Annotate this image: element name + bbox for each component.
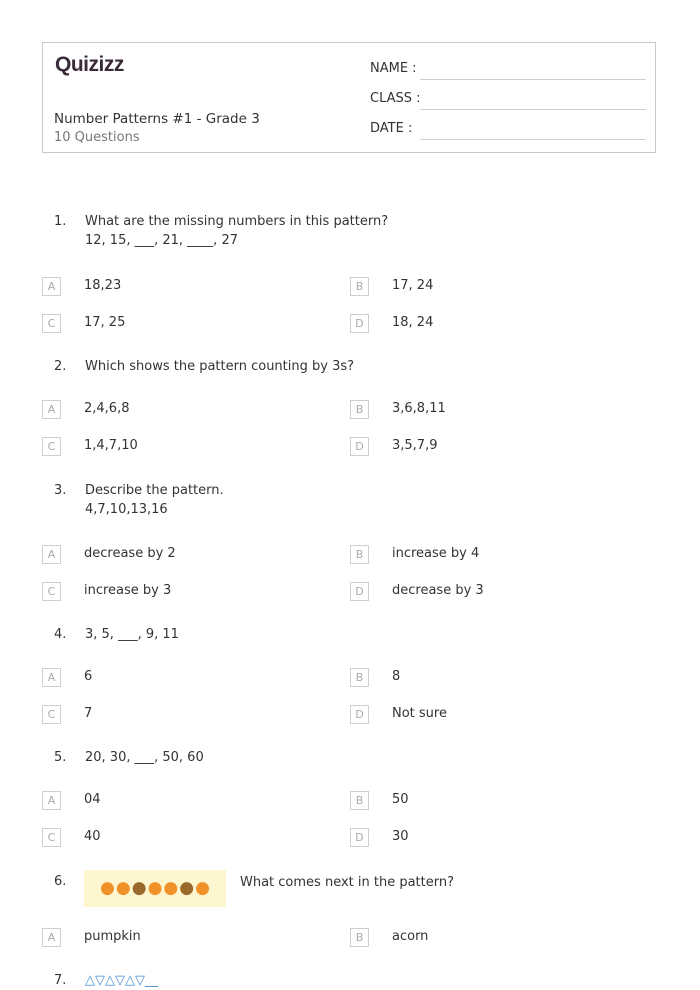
option-text: 6	[84, 669, 93, 684]
quizizz-logo: Quizizz	[55, 53, 124, 76]
question-number: 1.	[54, 214, 67, 229]
option-text: 3,5,7,9	[392, 438, 438, 453]
name-field[interactable]	[370, 61, 646, 81]
option-letter: B	[350, 668, 369, 687]
option-letter: C	[42, 314, 61, 333]
option-text: Not sure	[392, 706, 447, 721]
option-letter: A	[42, 928, 61, 947]
option-letter: D	[350, 582, 369, 601]
option-text: 2,4,6,8	[84, 401, 130, 416]
pumpkin-icon: ●	[115, 878, 131, 898]
date-line	[420, 139, 646, 140]
option-letter: C	[42, 828, 61, 847]
option-letter: B	[350, 545, 369, 564]
option-text: decrease by 2	[84, 546, 176, 561]
question-number: 2.	[54, 359, 67, 374]
option-text: increase by 4	[392, 546, 480, 561]
option-text: 8	[392, 669, 401, 684]
option-letter: D	[350, 437, 369, 456]
option-text: 1,4,7,10	[84, 438, 138, 453]
pumpkin-acorn-pattern-image	[84, 870, 226, 907]
option-letter: D	[350, 314, 369, 333]
question-text: 3, 5, ___, 9, 11	[85, 627, 179, 642]
option-letter: A	[42, 791, 61, 810]
name-line	[420, 79, 646, 80]
acorn-icon: ●	[131, 878, 147, 898]
option-letter: A	[42, 400, 61, 419]
question-count: 10 Questions	[54, 130, 140, 145]
question-number: 5.	[54, 750, 67, 765]
option-text: 40	[84, 829, 101, 844]
pumpkin-icon: ●	[163, 878, 179, 898]
date-label: DATE :	[370, 121, 413, 136]
question-text	[85, 212, 388, 250]
option-text: 17, 24	[392, 278, 434, 293]
option-letter: D	[350, 828, 369, 847]
question-line: Describe the pattern.	[85, 483, 224, 498]
class-label: CLASS :	[370, 91, 421, 106]
question-number: 4.	[54, 627, 67, 642]
question-text	[85, 481, 224, 519]
option-text: acorn	[392, 929, 429, 944]
option-letter: C	[42, 582, 61, 601]
question-number: 3.	[54, 483, 67, 498]
worksheet-title: Number Patterns #1 - Grade 3	[54, 111, 260, 127]
option-text: pumpkin	[84, 929, 141, 944]
worksheet-header	[42, 42, 656, 153]
option-letter: C	[42, 437, 61, 456]
option-text: 18, 24	[392, 315, 434, 330]
class-field[interactable]	[370, 91, 646, 111]
option-text: 50	[392, 792, 409, 807]
name-label: NAME :	[370, 61, 417, 76]
option-text: 30	[392, 829, 409, 844]
question-text: 20, 30, ___, 50, 60	[85, 750, 204, 765]
question-line: 12, 15, ___, 21, ____, 27	[85, 233, 238, 248]
question-text: Which shows the pattern counting by 3s?	[85, 359, 355, 374]
date-field[interactable]	[370, 121, 646, 141]
class-line	[420, 109, 646, 110]
option-text: 18,23	[84, 278, 122, 293]
option-text: 04	[84, 792, 101, 807]
option-text: increase by 3	[84, 583, 172, 598]
option-letter: A	[42, 545, 61, 564]
question-line: 4,7,10,13,16	[85, 502, 168, 517]
option-letter: B	[350, 928, 369, 947]
option-letter: C	[42, 705, 61, 724]
question-text: What comes next in the pattern?	[240, 875, 455, 890]
question-number: 7.	[54, 973, 67, 988]
option-text: 7	[84, 706, 93, 721]
option-letter: B	[350, 791, 369, 810]
option-letter: D	[350, 705, 369, 724]
option-text: 3,6,8,11	[392, 401, 446, 416]
question-line: What are the missing numbers in this pattern?	[85, 214, 389, 229]
option-letter: A	[42, 277, 61, 296]
option-letter: B	[350, 277, 369, 296]
option-text: decrease by 3	[392, 583, 484, 598]
option-letter: B	[350, 400, 369, 419]
pumpkin-icon: ●	[100, 878, 115, 898]
option-letter: A	[42, 668, 61, 687]
question-number: 6.	[54, 874, 67, 889]
pumpkin-icon: ●	[147, 878, 163, 898]
acorn-icon: ●	[179, 878, 195, 898]
pumpkin-icon: ●	[195, 878, 210, 898]
triangle-pattern-text: △▽△▽△▽__	[85, 973, 158, 988]
option-text: 17, 25	[84, 315, 126, 330]
